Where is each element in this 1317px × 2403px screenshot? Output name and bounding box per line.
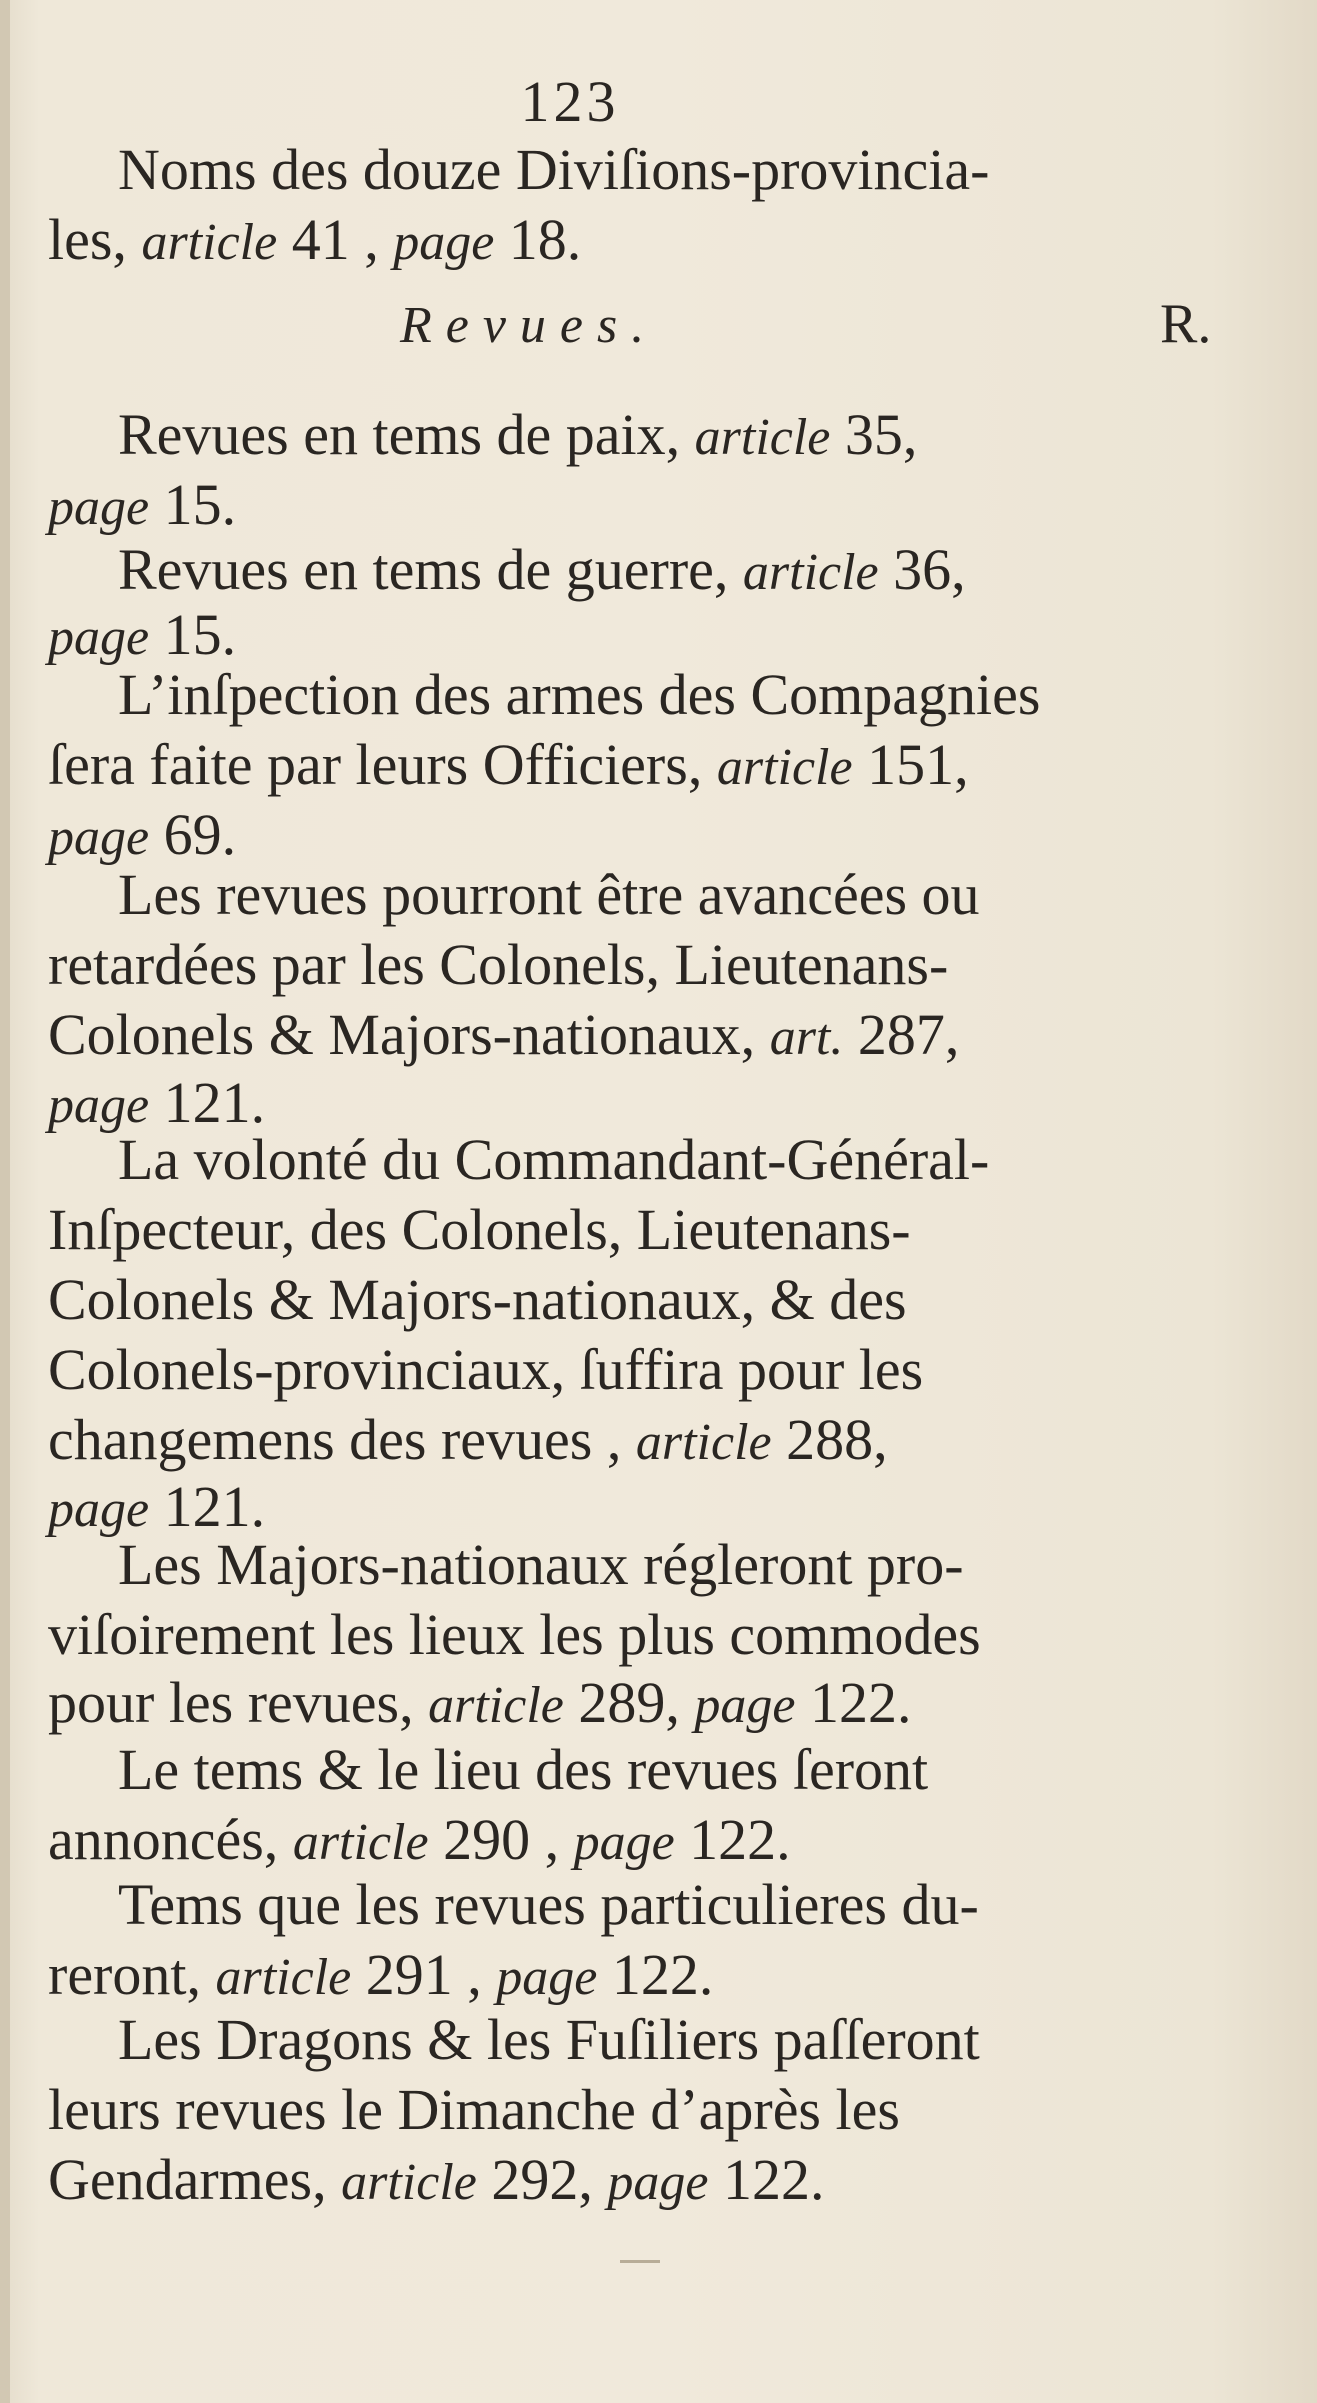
line-text: L’inſpection des armes des Compagnies bbox=[118, 662, 1041, 727]
italic-reference: page bbox=[393, 214, 495, 271]
italic-reference: page bbox=[573, 1814, 675, 1871]
italic-reference: article bbox=[635, 1414, 772, 1471]
line-text: La volonté du Commandant-Général- bbox=[118, 1127, 990, 1192]
italic-reference: page bbox=[48, 1481, 150, 1538]
italic-reference: article bbox=[694, 409, 831, 466]
bottom-rule-mark bbox=[620, 2260, 660, 2263]
line-text: 122. bbox=[708, 2147, 825, 2212]
text-line bbox=[48, 1600, 1078, 1670]
margin-letter: R. bbox=[1160, 293, 1212, 355]
text-line bbox=[48, 2075, 1078, 2145]
italic-reference: page bbox=[48, 809, 150, 866]
text-line bbox=[48, 1265, 1078, 1335]
italic-reference: article bbox=[341, 2154, 477, 2211]
line-text: Colonels-provinciaux, ſuffira pour les bbox=[48, 1337, 924, 1402]
line-text: 15. bbox=[149, 472, 237, 537]
line-text: les, bbox=[48, 207, 142, 272]
italic-reference: page bbox=[607, 2154, 709, 2211]
line-text: 69. bbox=[149, 802, 237, 867]
text-line bbox=[48, 1668, 1078, 1741]
line-text: Revues en tems de guerre, bbox=[118, 537, 743, 602]
page-number: 123 bbox=[520, 69, 620, 134]
line-text: 151, bbox=[852, 732, 969, 797]
text-line bbox=[118, 1870, 1078, 1940]
text-line bbox=[48, 205, 1078, 278]
text-line bbox=[48, 1335, 1078, 1405]
page-spine-edge bbox=[0, 0, 10, 2403]
italic-reference: article bbox=[141, 214, 278, 271]
line-text: reront, bbox=[48, 1942, 216, 2007]
text-line bbox=[118, 400, 1078, 473]
line-text: Tems que les revues particulieres du- bbox=[118, 1872, 979, 1937]
text-line bbox=[118, 1530, 1078, 1600]
line-text: Les revues pourront être avancées ou bbox=[118, 862, 980, 927]
text-line bbox=[48, 1940, 1078, 2013]
italic-reference: page bbox=[48, 609, 150, 666]
italic-reference: article bbox=[716, 739, 853, 796]
line-text: 292, bbox=[476, 2147, 608, 2212]
line-text: Revues en tems de paix, bbox=[118, 402, 695, 467]
line-text: 18. bbox=[494, 207, 582, 272]
text-line bbox=[118, 1125, 1078, 1195]
text-line bbox=[118, 660, 1078, 730]
line-text: 122. bbox=[597, 1942, 714, 2007]
italic-reference: article bbox=[742, 544, 879, 601]
text-line bbox=[48, 930, 1078, 1000]
line-text: 290 , bbox=[428, 1807, 574, 1872]
line-text: 122. bbox=[674, 1807, 791, 1872]
line-text: Colonels & Majors-nationaux, bbox=[48, 1002, 770, 1067]
line-text: viſoirement les lieux les plus commodes bbox=[48, 1602, 981, 1667]
italic-reference: article bbox=[292, 1814, 429, 1871]
line-text: 291 , bbox=[351, 1942, 497, 2007]
line-text: 288, bbox=[771, 1407, 888, 1472]
line-text: Les Majors-nationaux régleront pro- bbox=[118, 1532, 964, 1597]
text-line bbox=[48, 1000, 1078, 1073]
line-text: 121. bbox=[149, 1474, 266, 1539]
text-line bbox=[48, 1805, 1078, 1878]
line-text: 15. bbox=[149, 602, 237, 667]
line-text: leurs revues le Dimanche d’après les bbox=[48, 2077, 900, 2142]
line-text: annoncés, bbox=[48, 1807, 293, 1872]
line-text: Gendarmes, bbox=[48, 2147, 342, 2212]
text-line bbox=[48, 1195, 1078, 1265]
line-text: Noms des douze Diviſions-provincia- bbox=[118, 137, 990, 202]
italic-reference: page bbox=[694, 1677, 796, 1734]
text-line bbox=[48, 2145, 1078, 2218]
text-line bbox=[118, 535, 1078, 608]
italic-reference: page bbox=[48, 479, 150, 536]
line-text: 287, bbox=[843, 1002, 960, 1067]
text-line bbox=[118, 860, 1078, 930]
text-line bbox=[118, 135, 1078, 205]
line-text: ſera faite par leurs Officiers, bbox=[48, 732, 717, 797]
text-line bbox=[48, 470, 1078, 543]
text-line bbox=[48, 1405, 1078, 1478]
line-text: Colonels & Majors-nationaux, & des bbox=[48, 1267, 907, 1332]
line-text: 121. bbox=[149, 1070, 266, 1135]
text-line bbox=[118, 2005, 1078, 2075]
line-text: Les Dragons & les Fuſiliers paſſeront bbox=[118, 2007, 980, 2072]
text-line bbox=[48, 730, 1078, 803]
line-text: 41 , bbox=[277, 207, 394, 272]
italic-reference: article bbox=[215, 1949, 352, 2006]
line-text: 35, bbox=[830, 402, 918, 467]
line-text: retardées par les Colonels, Lieutenans- bbox=[48, 932, 949, 997]
italic-reference: article bbox=[428, 1677, 564, 1734]
italic-reference: page bbox=[496, 1949, 598, 2006]
italic-reference: page bbox=[48, 1077, 150, 1134]
line-text: 122. bbox=[795, 1670, 912, 1735]
text-line bbox=[118, 1735, 1078, 1805]
italic-reference: art. bbox=[769, 1009, 844, 1066]
line-text: Le tems & le lieu des revues ſeront bbox=[118, 1737, 929, 1802]
section-heading: Revues. bbox=[400, 297, 659, 354]
line-text: pour les revues, bbox=[48, 1670, 429, 1735]
line-text: 36, bbox=[878, 537, 966, 602]
line-text: Inſpecteur, des Colonels, Lieutenans- bbox=[48, 1197, 911, 1262]
line-text: changemens des revues , bbox=[48, 1407, 636, 1472]
line-text: 289, bbox=[563, 1670, 695, 1735]
